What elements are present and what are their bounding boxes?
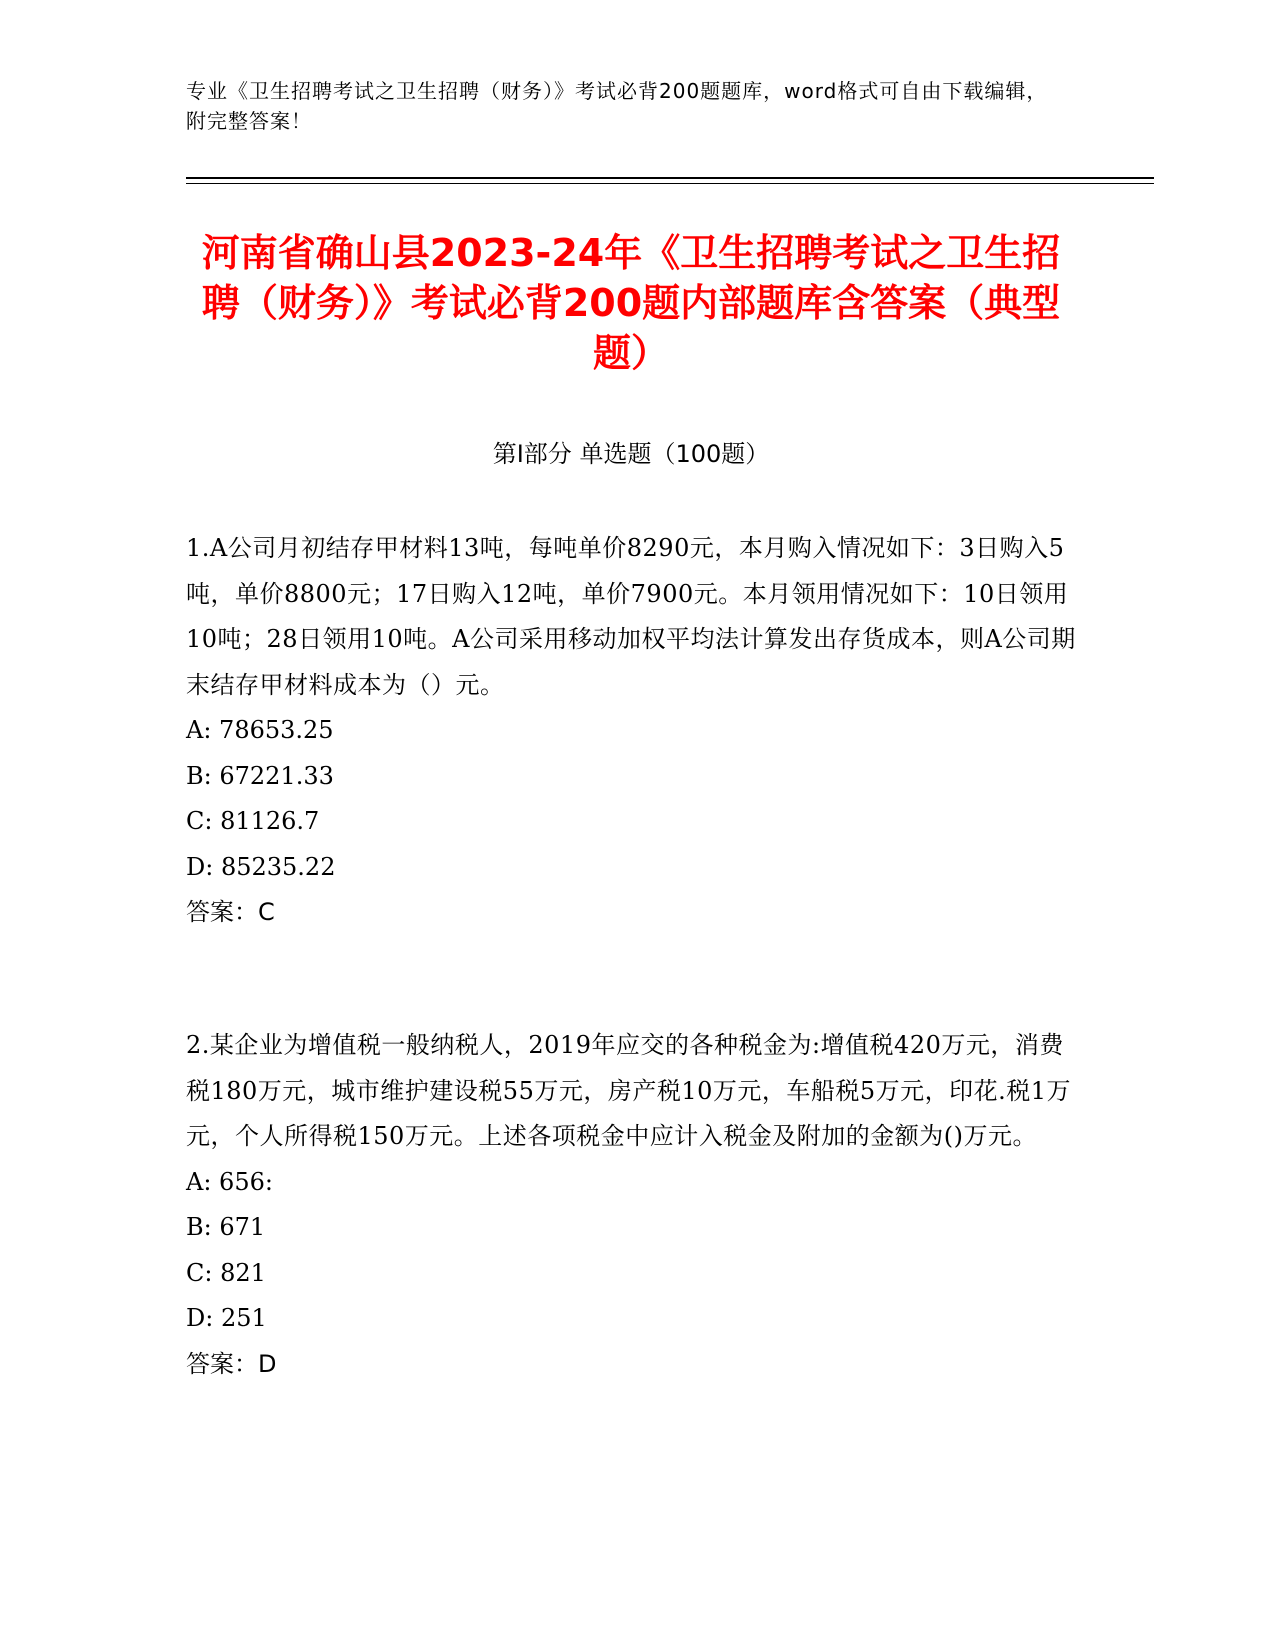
answer-line: 答案：D (186, 1349, 277, 1378)
option-c: C: 81126.7 (186, 807, 320, 835)
option-b: B: 67221.33 (186, 761, 334, 790)
option-d: D: 251 (186, 1304, 267, 1332)
question-2 (186, 1023, 1076, 1387)
header-rule-thin (186, 183, 1154, 184)
question-1 (186, 526, 1076, 936)
question-stem: 1.A公司月初结存甲材料13吨，每吨单价8290元，本月购入情况如下：3日购入5吨，单价8800元；17日购入12吨，单价7900元。本月领用情况如下：10日领用10吨；28日领用10吨。A公司采用移动加权平均法计算发出存货成本，则A公司期末结存甲材料成本为（）元。 (186, 534, 1076, 699)
header-rule-thick (186, 177, 1154, 179)
question-stem: 2.某企业为增值税一般纳税人，2019年应交的各种税金为:增值税420万元，消费税180万元，城市维护建设税55万元，房产税10万元，车船税5万元，印花.税1万元，个人所得税150万元。上述各项税金中应计入税金及附加的金额为()万元。 (186, 1031, 1072, 1150)
option-a: A: 656: (186, 1167, 273, 1196)
option-b: B: 671 (186, 1213, 266, 1241)
answer-line: 答案：C (186, 898, 275, 926)
header-note: 专业《卫生招聘考试之卫生招聘（财务）》考试必背200题题库，word格式可自由下载编辑，附完整答案！ (186, 79, 1048, 133)
option-c: C: 821 (186, 1258, 266, 1287)
option-a: A: 78653.25 (186, 716, 334, 744)
option-d: D: 85235.22 (186, 852, 336, 881)
document-title: 河南省确山县2023-24年《卫生招聘考试之卫生招聘（财务）》考试必背200题内部题库含答案（典型题） (201, 231, 1061, 375)
section-heading: 第Ⅰ部分 单选题（100题） (492, 440, 770, 468)
